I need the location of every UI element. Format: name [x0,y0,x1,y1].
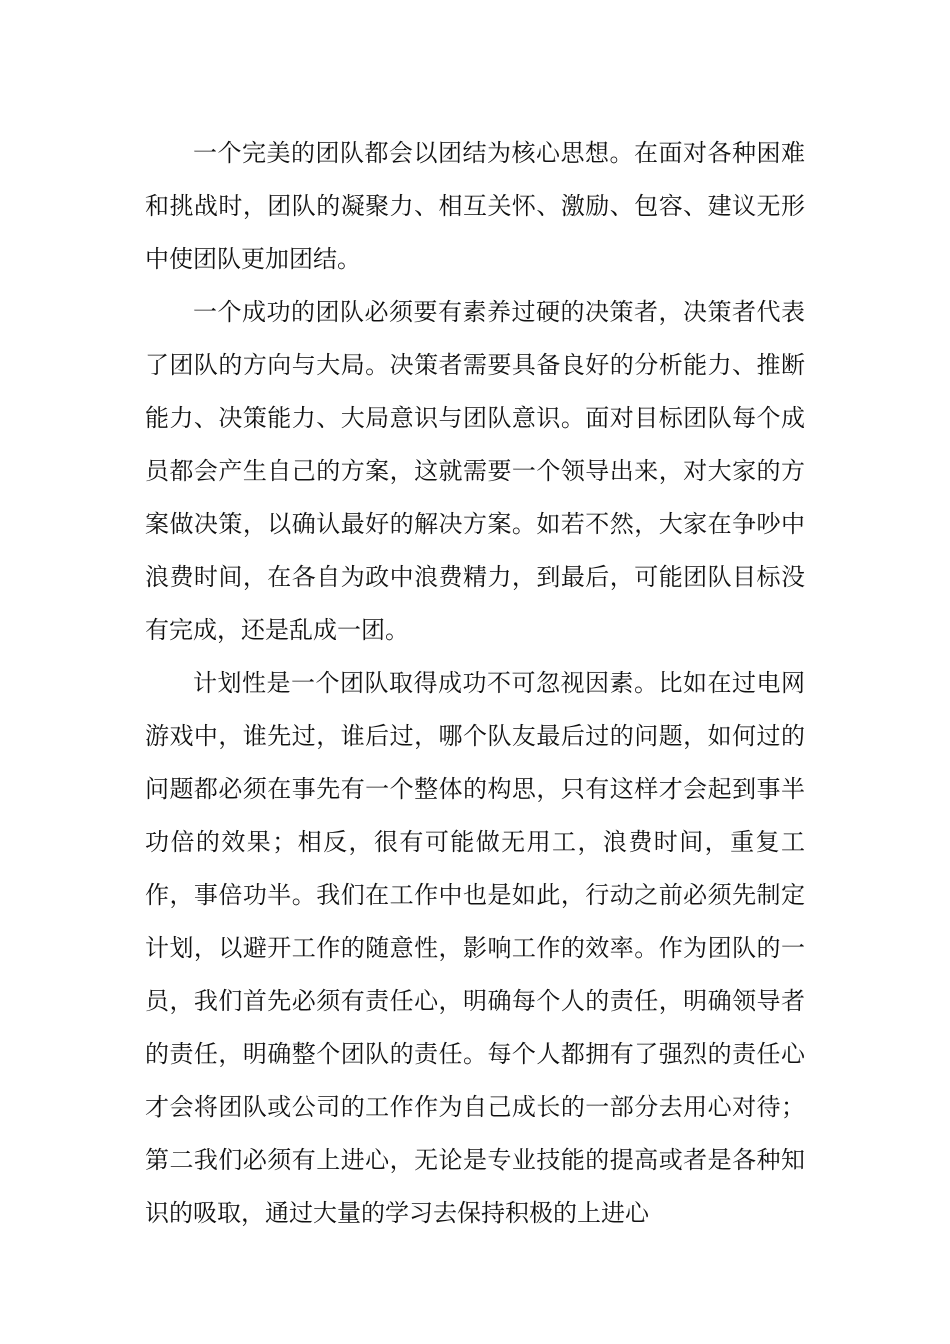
document-body [145,127,805,1240]
paragraph-unity: 一个完美的团队都会以团结为核心思想。在面对各种困难和挑战时，团队的凝聚力、相互关怀、激励、包容、建议无形中使团队更加团结。 [145,139,805,273]
paragraph-planning: 计划性是一个团队取得成功不可忽视因素。比如在过电网游戏中，谁先过，谁后过，哪个队友最后过的问题，如何过的问题都必须在事先有一个整体的构思，只有这样才会起到事半功倍的效果；相反，很有可能做无用工，浪费时间，重复工作，事倍功半。我们在工作中也是如此，行动之前必须先制定计划，以避开工作的随意性，影响工作的效率。作为团队的一员，我们首先必须有责任心，明确每个人的责任，明确领导者的责任，明确整个团队的责任。每个人都拥有了强烈的责任心才会将团队或公司的工作作为自己成长的一部分去用心对待；第二我们必须有上进心，无论是专业技能的提高或者是各种知识的吸取，通过大量的学习去保持积极的上进心 [145,669,805,1227]
paragraph-decision-maker: 一个成功的团队必须要有素养过硬的决策者，决策者代表了团队的方向与大局。决策者需要具备良好的分析能力、推断能力、决策能力、大局意识与团队意识。面对目标团队每个成员都会产生自己的方案，这就需要一个领导出来，对大家的方案做决策，以确认最好的解决方案。如若不然，大家在争吵中浪费时间，在各自为政中浪费精力，到最后，可能团队目标没有完成，还是乱成一团。 [145,298,805,644]
